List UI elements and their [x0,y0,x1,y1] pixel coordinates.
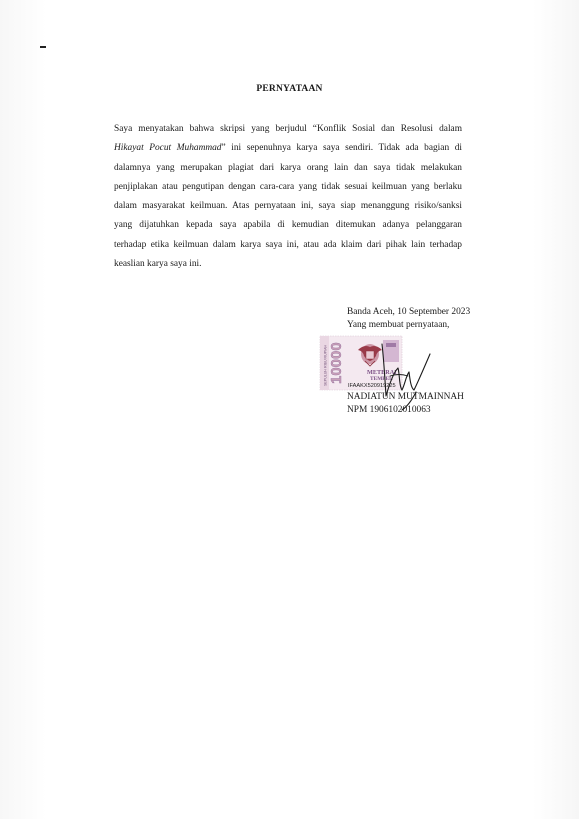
line-2-text: ” ini sepenuhnya karya saya sendiri. Tidak ada bagian di [221,143,463,154]
paragraph-line-1 [114,120,462,139]
paragraph-line-4 [114,178,462,197]
paragraph-line-5 [114,197,462,216]
signature-place-date: Banda Aceh, 10 September 2023 [347,307,471,317]
line-6-text: yang dijatuhkan kepada saya apabila di kemudian ditemukan adanya pelanggaran [114,220,462,231]
paragraph-line-7 [114,236,462,255]
stamp-label-bottom: TEMPEL [370,376,393,382]
paragraph-line-6 [114,216,462,235]
stamp-side-text: SEPULUH RIBU RUPIAH [323,344,328,386]
line-5-text: dalam masyarakat keilmuan. Atas pernyataan ini, saya siap menanggung risiko/sanksi [114,201,462,212]
stamp-label-top: METERAI [367,369,397,376]
signer-npm: NPM 1906102010063 [347,405,431,415]
line-4-text: penjiplakan atau pengutipan dengan cara-cara yang tidak sesuai keilmuan yang berlaku [114,181,462,192]
signature-role: Yang membuat pernyataan, [347,320,450,330]
scan-mark [40,46,46,48]
page-title: PERNYATAAN [256,84,323,94]
line-8-text: keaslian karya saya ini. [114,259,202,270]
line-1-text: Saya menyatakan bahwa skripsi yang berjudul “Konflik Sosial dan Resolusi dalam [114,124,462,134]
line-3-text: dalamnya yang merupakan plagiat dari karya orang lain dan saya tidak melakukan [114,162,462,173]
paragraph-line-8 [114,255,462,274]
stamp-serial-code: IFAAKX520919225 [348,383,396,389]
stamp-value: 10000 [328,342,345,384]
thesis-title-italic: Hikayat Pocut Muhammad [114,143,222,154]
paragraph-line-2 [114,139,462,158]
paragraph-line-3 [114,159,462,178]
line-7-text: terhadap etika keilmuan dalam karya saya ini, atau ada klaim dari pihak lain terhadap [114,239,462,250]
signer-name: NADIATUN MUTMAINNAH [347,392,464,402]
statement-paragraph [114,120,462,274]
